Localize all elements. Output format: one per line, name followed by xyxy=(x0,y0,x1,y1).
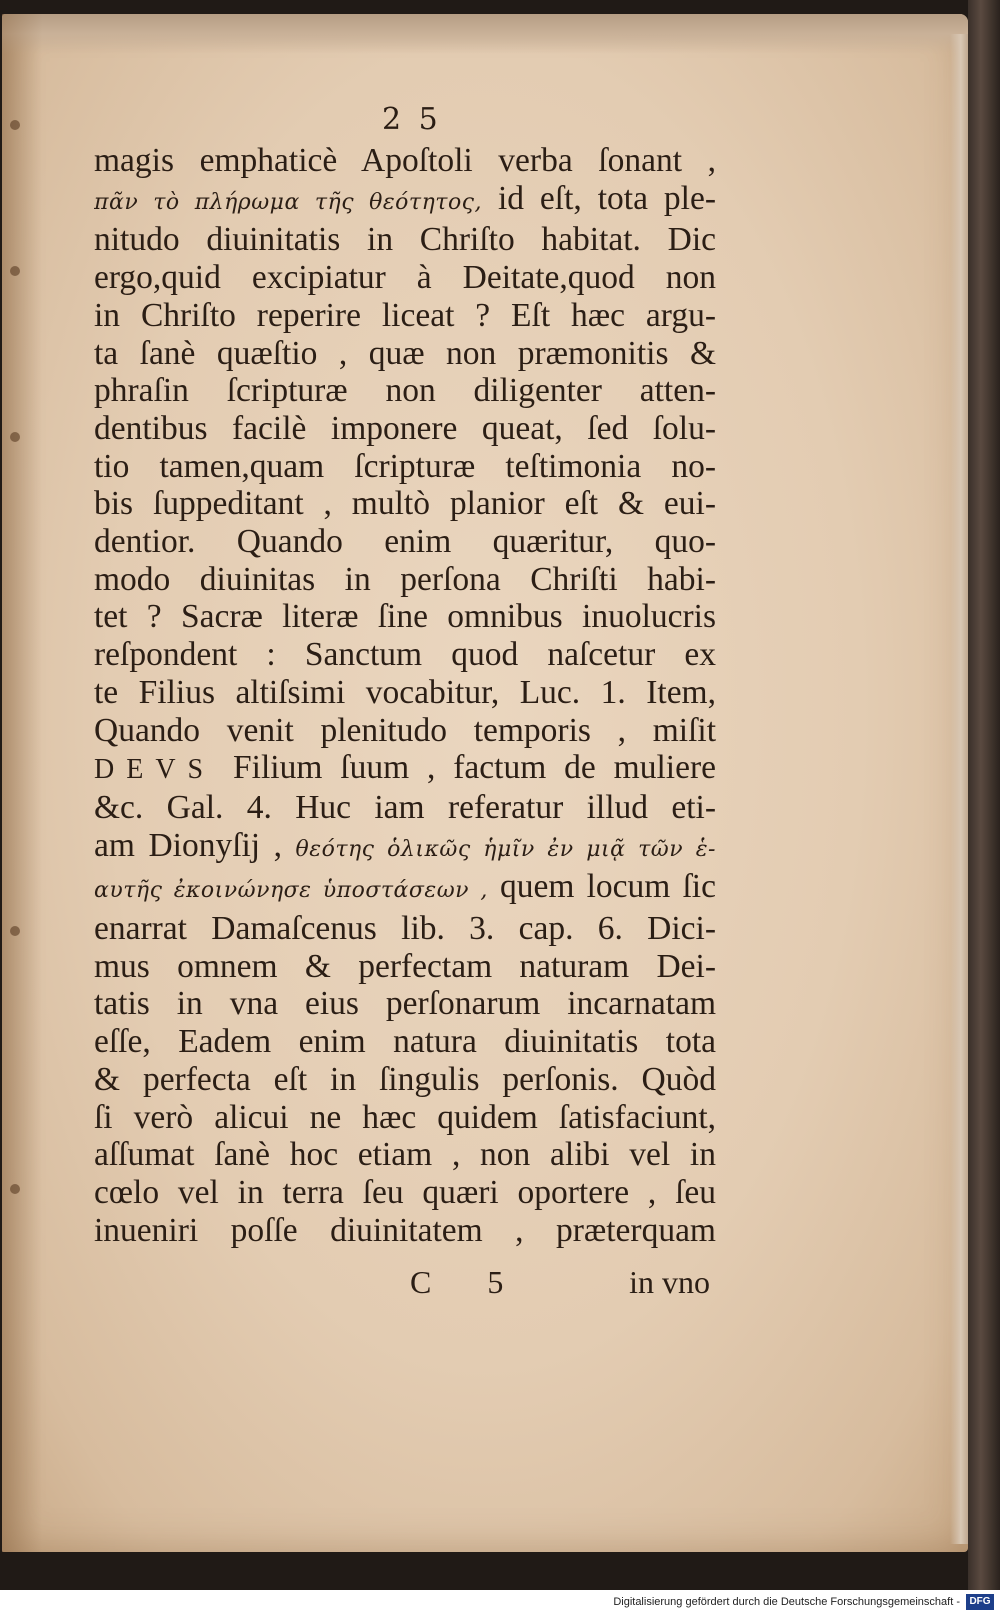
text-line xyxy=(94,297,716,335)
text-line xyxy=(94,868,716,910)
latin-text: cœlo vel in terra ſeu quæri oportere , ſeu xyxy=(94,1173,716,1211)
text-line xyxy=(94,1174,716,1212)
binding-mark xyxy=(10,926,20,936)
binding-mark xyxy=(10,1184,20,1194)
dfg-logo: DFG xyxy=(966,1594,994,1610)
latin-text: eſſe, Eadem enim natura diuinitatis tota xyxy=(94,1023,716,1061)
page-gutter-shadow xyxy=(2,14,42,1552)
text-line xyxy=(94,1099,716,1137)
latin-text: magis emphaticè Apoſtoli verba ſonant , xyxy=(94,142,716,179)
binding-mark xyxy=(10,120,20,130)
latin-text: am Dionyſij , xyxy=(94,826,296,864)
text-line xyxy=(94,142,716,180)
book-page xyxy=(2,14,968,1552)
text-line xyxy=(94,598,716,636)
latin-text: Filium ſuum , factum de muliere xyxy=(215,749,716,787)
binding-mark xyxy=(10,432,20,442)
text-line xyxy=(94,712,716,750)
text-line xyxy=(94,1136,716,1174)
text-line xyxy=(94,523,716,561)
text-line xyxy=(94,674,716,712)
catchword: in vno xyxy=(629,1264,710,1300)
text-line xyxy=(94,561,716,599)
latin-text: phraſin ſcripturæ non diligenter atten- xyxy=(94,372,716,410)
book-edge xyxy=(968,0,1000,1590)
latin-text: id eſt, tota ple- xyxy=(482,179,716,217)
page-footer xyxy=(94,1264,716,1308)
latin-text: & perfecta eſt in ſingulis perſonis. Quòd xyxy=(94,1060,716,1098)
text-line xyxy=(94,485,716,523)
latin-text: in Chriſto reperire liceat ? Eſt hæc argu- xyxy=(94,296,716,334)
text-line xyxy=(94,636,716,674)
latin-text: nitudo diuinitatis in Chriſto habitat. Dic xyxy=(94,221,716,259)
text-line xyxy=(94,448,716,486)
greek-text: αυτῆς ἐκοινώνησε ὑποστάσεων , xyxy=(94,878,488,904)
text-line xyxy=(94,1212,716,1250)
small-caps-text: DEVS xyxy=(94,754,216,786)
latin-text: ſi verò alicui ne hæc quidem ſatisfaciunt, xyxy=(94,1098,716,1136)
page-edge-strip xyxy=(950,34,968,1544)
latin-text: enarrat Damaſcenus lib. 3. cap. 6. Dici- xyxy=(94,910,716,948)
text-line xyxy=(94,1061,716,1099)
text-line xyxy=(94,259,716,297)
text-line xyxy=(94,827,716,869)
latin-text: tatis in vna eius perſonarum incarnatam xyxy=(94,985,716,1023)
text-line xyxy=(94,335,716,373)
latin-text: dentibus facilè imponere queat, ſed ſolu- xyxy=(94,409,716,447)
latin-text: bis ſuppeditant , multò planior eſt & eui- xyxy=(94,485,716,523)
latin-text: aſſumat ſanè hoc etiam , non alibi vel in xyxy=(94,1136,716,1174)
body-text xyxy=(94,142,716,1249)
latin-text: ta ſanè quæſtio , quæ non præmonitis & xyxy=(94,334,716,372)
greek-text: θεότης ὁλικῶς ἡμῖν ἐν μιᾷ τῶν ἑ- xyxy=(295,836,716,862)
latin-text: tio tamen,quam ſcripturæ teſtimonia no- xyxy=(94,447,716,485)
greek-text: πᾶν τὸ πλήρωμα τῆς θεότητος, xyxy=(94,189,482,215)
text-line xyxy=(94,180,716,222)
text-line xyxy=(94,410,716,448)
page-number: 2 5 xyxy=(382,102,442,137)
text-line xyxy=(94,749,716,789)
text-line xyxy=(94,789,716,827)
latin-text: reſpondent : Sanctum quod naſcetur ex xyxy=(94,636,716,674)
latin-text: mus omnem & perfectam naturam Dei- xyxy=(94,947,716,985)
funding-credit: Digitalisierung gefördert durch die Deutsche Forschungsgemeinschaft - xyxy=(613,1596,960,1608)
latin-text: Quando venit plenitudo temporis , miſit xyxy=(94,711,716,749)
credit-bar xyxy=(0,1590,1000,1618)
text-line xyxy=(94,948,716,986)
latin-text: tet ? Sacræ literæ ſine omnibus inuolucris xyxy=(94,598,716,636)
text-line xyxy=(94,221,716,259)
signature-mark: C 5 xyxy=(410,1264,528,1300)
latin-text: inueniri poſſe diuinitatem , præterquam xyxy=(94,1211,716,1249)
page-top-shadow xyxy=(2,14,968,54)
latin-text: te Filius altiſsimi vocabitur, Luc. 1. Item, xyxy=(94,673,716,711)
latin-text: &c. Gal. 4. Huc iam referatur illud eti- xyxy=(94,788,716,826)
latin-text: quem locum ſic xyxy=(487,868,716,906)
latin-text: modo diuinitas in perſona Chriſti habi- xyxy=(94,560,716,598)
latin-text: ergo,quid excipiatur à Deitate,quod non xyxy=(94,259,716,297)
latin-text: dentior. Quando enim quæritur, quo- xyxy=(94,523,716,561)
text-line xyxy=(94,1023,716,1061)
text-line xyxy=(94,910,716,948)
text-line xyxy=(94,985,716,1023)
text-line xyxy=(94,372,716,410)
binding-mark xyxy=(10,266,20,276)
